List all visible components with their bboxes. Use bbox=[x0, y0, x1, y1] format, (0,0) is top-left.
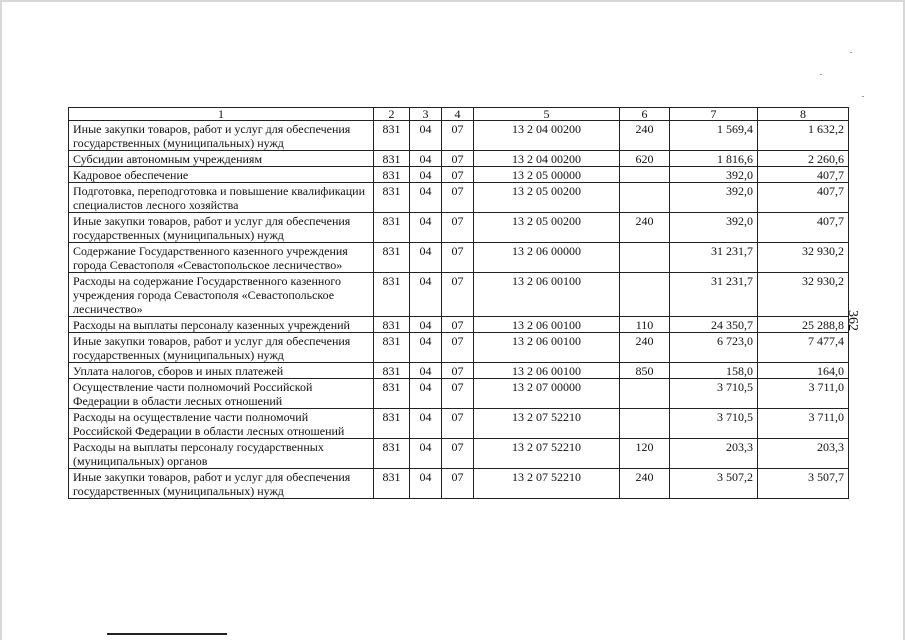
amount-year2-cell: 407,7 bbox=[758, 167, 849, 183]
amount-year2-cell: 3 507,7 bbox=[758, 469, 849, 499]
expense-name-cell: Иные закупки товаров, работ и услуг для обеспечения государственных (муниципальных) нужд bbox=[69, 121, 374, 151]
section-code-cell: 04 bbox=[410, 469, 442, 499]
table-body bbox=[69, 108, 849, 499]
amount-year2-cell: 32 930,2 bbox=[758, 273, 849, 317]
expense-name-cell: Расходы на выплаты персоналу казенных учреждений bbox=[69, 317, 374, 333]
section-code-cell: 04 bbox=[410, 167, 442, 183]
table-row bbox=[69, 273, 849, 317]
target-article-cell: 13 2 06 00100 bbox=[474, 317, 620, 333]
target-article-cell: 13 2 06 00100 bbox=[474, 363, 620, 379]
expense-name-cell: Подготовка, переподготовка и повышение квалификации специалистов лесного хозяйства bbox=[69, 183, 374, 213]
section-code-cell: 04 bbox=[410, 213, 442, 243]
expense-type-cell: 240 bbox=[620, 333, 670, 363]
ministry-code-cell: 831 bbox=[374, 121, 410, 151]
table-row bbox=[69, 333, 849, 363]
amount-year2-cell: 407,7 bbox=[758, 183, 849, 213]
subsection-code-cell: 07 bbox=[442, 121, 474, 151]
table-row bbox=[69, 439, 849, 469]
amount-year1-cell: 24 350,7 bbox=[670, 317, 758, 333]
ministry-code-cell: 831 bbox=[374, 317, 410, 333]
expense-type-cell: 620 bbox=[620, 151, 670, 167]
amount-year2-cell: 203,3 bbox=[758, 439, 849, 469]
section-code-cell: 04 bbox=[410, 317, 442, 333]
expense-type-cell: 240 bbox=[620, 121, 670, 151]
subsection-code-cell: 07 bbox=[442, 363, 474, 379]
subsection-code-cell: 07 bbox=[442, 243, 474, 273]
ministry-code-cell: 831 bbox=[374, 409, 410, 439]
ministry-code-cell: 831 bbox=[374, 379, 410, 409]
subsection-code-cell: 07 bbox=[442, 469, 474, 499]
amount-year1-cell: 3 507,2 bbox=[670, 469, 758, 499]
amount-year2-cell: 32 930,2 bbox=[758, 243, 849, 273]
ministry-code-cell: 831 bbox=[374, 167, 410, 183]
section-code-cell: 04 bbox=[410, 379, 442, 409]
amount-year1-cell: 6 723,0 bbox=[670, 333, 758, 363]
target-article-cell: 13 2 05 00200 bbox=[474, 183, 620, 213]
expense-type-cell: 110 bbox=[620, 317, 670, 333]
amount-year1-cell: 392,0 bbox=[670, 167, 758, 183]
ministry-code-cell: 831 bbox=[374, 213, 410, 243]
table-row bbox=[69, 243, 849, 273]
subsection-code-cell: 07 bbox=[442, 317, 474, 333]
table-row bbox=[69, 363, 849, 379]
column-header: 3 bbox=[410, 108, 442, 121]
footnote-rule bbox=[107, 633, 227, 635]
amount-year2-cell: 1 632,2 bbox=[758, 121, 849, 151]
expense-name-cell: Содержание Государственного казенного учреждения города Севастополя «Севастопольское лесничество» bbox=[69, 243, 374, 273]
subsection-code-cell: 07 bbox=[442, 183, 474, 213]
expense-name-cell: Иные закупки товаров, работ и услуг для обеспечения государственных (муниципальных) нужд bbox=[69, 213, 374, 243]
subsection-code-cell: 07 bbox=[442, 409, 474, 439]
table-row bbox=[69, 317, 849, 333]
ministry-code-cell: 831 bbox=[374, 243, 410, 273]
subsection-code-cell: 07 bbox=[442, 213, 474, 243]
expense-type-cell bbox=[620, 273, 670, 317]
column-header: 5 bbox=[474, 108, 620, 121]
section-code-cell: 04 bbox=[410, 183, 442, 213]
section-code-cell: 04 bbox=[410, 243, 442, 273]
subsection-code-cell: 07 bbox=[442, 151, 474, 167]
ministry-code-cell: 831 bbox=[374, 151, 410, 167]
expense-name-cell: Уплата налогов, сборов и иных платежей bbox=[69, 363, 374, 379]
expense-name-cell: Кадровое обеспечение bbox=[69, 167, 374, 183]
expense-type-cell: 240 bbox=[620, 213, 670, 243]
section-code-cell: 04 bbox=[410, 363, 442, 379]
column-header: 7 bbox=[670, 108, 758, 121]
amount-year2-cell: 3 711,0 bbox=[758, 409, 849, 439]
expense-type-cell bbox=[620, 183, 670, 213]
amount-year1-cell: 158,0 bbox=[670, 363, 758, 379]
section-code-cell: 04 bbox=[410, 121, 442, 151]
subsection-code-cell: 07 bbox=[442, 439, 474, 469]
target-article-cell: 13 2 07 52210 bbox=[474, 469, 620, 499]
expense-type-cell bbox=[620, 167, 670, 183]
subsection-code-cell: 07 bbox=[442, 273, 474, 317]
target-article-cell: 13 2 06 00000 bbox=[474, 243, 620, 273]
amount-year1-cell: 31 231,7 bbox=[670, 273, 758, 317]
ministry-code-cell: 831 bbox=[374, 273, 410, 317]
expense-type-cell: 120 bbox=[620, 439, 670, 469]
amount-year1-cell: 1 569,4 bbox=[670, 121, 758, 151]
amount-year2-cell: 25 288,8 bbox=[758, 317, 849, 333]
section-code-cell: 04 bbox=[410, 333, 442, 363]
table-row bbox=[69, 379, 849, 409]
amount-year1-cell: 3 710,5 bbox=[670, 409, 758, 439]
target-article-cell: 13 2 04 00200 bbox=[474, 151, 620, 167]
section-code-cell: 04 bbox=[410, 439, 442, 469]
column-header: 2 bbox=[374, 108, 410, 121]
ministry-code-cell: 831 bbox=[374, 183, 410, 213]
subsection-code-cell: 07 bbox=[442, 167, 474, 183]
table-row bbox=[69, 183, 849, 213]
amount-year1-cell: 392,0 bbox=[670, 213, 758, 243]
table-row bbox=[69, 409, 849, 439]
expense-name-cell: Расходы на содержание Государственного казенного учреждения города Севастополя «Севастопольское лесничество» bbox=[69, 273, 374, 317]
table-row bbox=[69, 213, 849, 243]
target-article-cell: 13 2 04 00200 bbox=[474, 121, 620, 151]
budget-table bbox=[68, 107, 849, 499]
ministry-code-cell: 831 bbox=[374, 439, 410, 469]
table-row bbox=[69, 151, 849, 167]
target-article-cell: 13 2 05 00000 bbox=[474, 167, 620, 183]
ministry-code-cell: 831 bbox=[374, 333, 410, 363]
amount-year1-cell: 203,3 bbox=[670, 439, 758, 469]
expense-name-cell: Расходы на осуществление части полномочий Российской Федерации в области лесных отношений bbox=[69, 409, 374, 439]
ministry-code-cell: 831 bbox=[374, 363, 410, 379]
section-code-cell: 04 bbox=[410, 151, 442, 167]
subsection-code-cell: 07 bbox=[442, 333, 474, 363]
target-article-cell: 13 2 06 00100 bbox=[474, 333, 620, 363]
target-article-cell: 13 2 07 52210 bbox=[474, 439, 620, 469]
ministry-code-cell: 831 bbox=[374, 469, 410, 499]
scan-speck bbox=[862, 96, 864, 97]
page-edge-left bbox=[0, 0, 2, 640]
expense-type-cell bbox=[620, 379, 670, 409]
expense-name-cell: Субсидии автономным учреждениям bbox=[69, 151, 374, 167]
expense-name-cell: Иные закупки товаров, работ и услуг для обеспечения государственных (муниципальных) нужд bbox=[69, 469, 374, 499]
amount-year1-cell: 31 231,7 bbox=[670, 243, 758, 273]
table-row bbox=[69, 469, 849, 499]
expense-name-cell: Осуществление части полномочий Российской Федерации в области лесных отношений bbox=[69, 379, 374, 409]
target-article-cell: 13 2 07 52210 bbox=[474, 409, 620, 439]
expense-type-cell bbox=[620, 243, 670, 273]
target-article-cell: 13 2 07 00000 bbox=[474, 379, 620, 409]
expense-name-cell: Иные закупки товаров, работ и услуг для обеспечения государственных (муниципальных) нужд bbox=[69, 333, 374, 363]
target-article-cell: 13 2 06 00100 bbox=[474, 273, 620, 317]
page-number: 362 bbox=[845, 310, 860, 331]
column-number-row bbox=[69, 108, 849, 121]
expense-type-cell: 240 bbox=[620, 469, 670, 499]
amount-year2-cell: 7 477,4 bbox=[758, 333, 849, 363]
amount-year2-cell: 2 260,6 bbox=[758, 151, 849, 167]
section-code-cell: 04 bbox=[410, 273, 442, 317]
page-edge-top bbox=[0, 0, 905, 2]
amount-year1-cell: 3 710,5 bbox=[670, 379, 758, 409]
amount-year1-cell: 1 816,6 bbox=[670, 151, 758, 167]
amount-year2-cell: 3 711,0 bbox=[758, 379, 849, 409]
column-header: 6 bbox=[620, 108, 670, 121]
target-article-cell: 13 2 05 00200 bbox=[474, 213, 620, 243]
subsection-code-cell: 07 bbox=[442, 379, 474, 409]
scan-speck bbox=[850, 52, 852, 53]
amount-year2-cell: 164,0 bbox=[758, 363, 849, 379]
expense-type-cell: 850 bbox=[620, 363, 670, 379]
amount-year2-cell: 407,7 bbox=[758, 213, 849, 243]
table-row bbox=[69, 121, 849, 151]
table-row bbox=[69, 167, 849, 183]
expense-name-cell: Расходы на выплаты персоналу государственных (муниципальных) органов bbox=[69, 439, 374, 469]
amount-year1-cell: 392,0 bbox=[670, 183, 758, 213]
scan-speck bbox=[820, 74, 822, 75]
column-header: 8 bbox=[758, 108, 849, 121]
column-header: 4 bbox=[442, 108, 474, 121]
column-header: 1 bbox=[69, 108, 374, 121]
section-code-cell: 04 bbox=[410, 409, 442, 439]
expense-type-cell bbox=[620, 409, 670, 439]
